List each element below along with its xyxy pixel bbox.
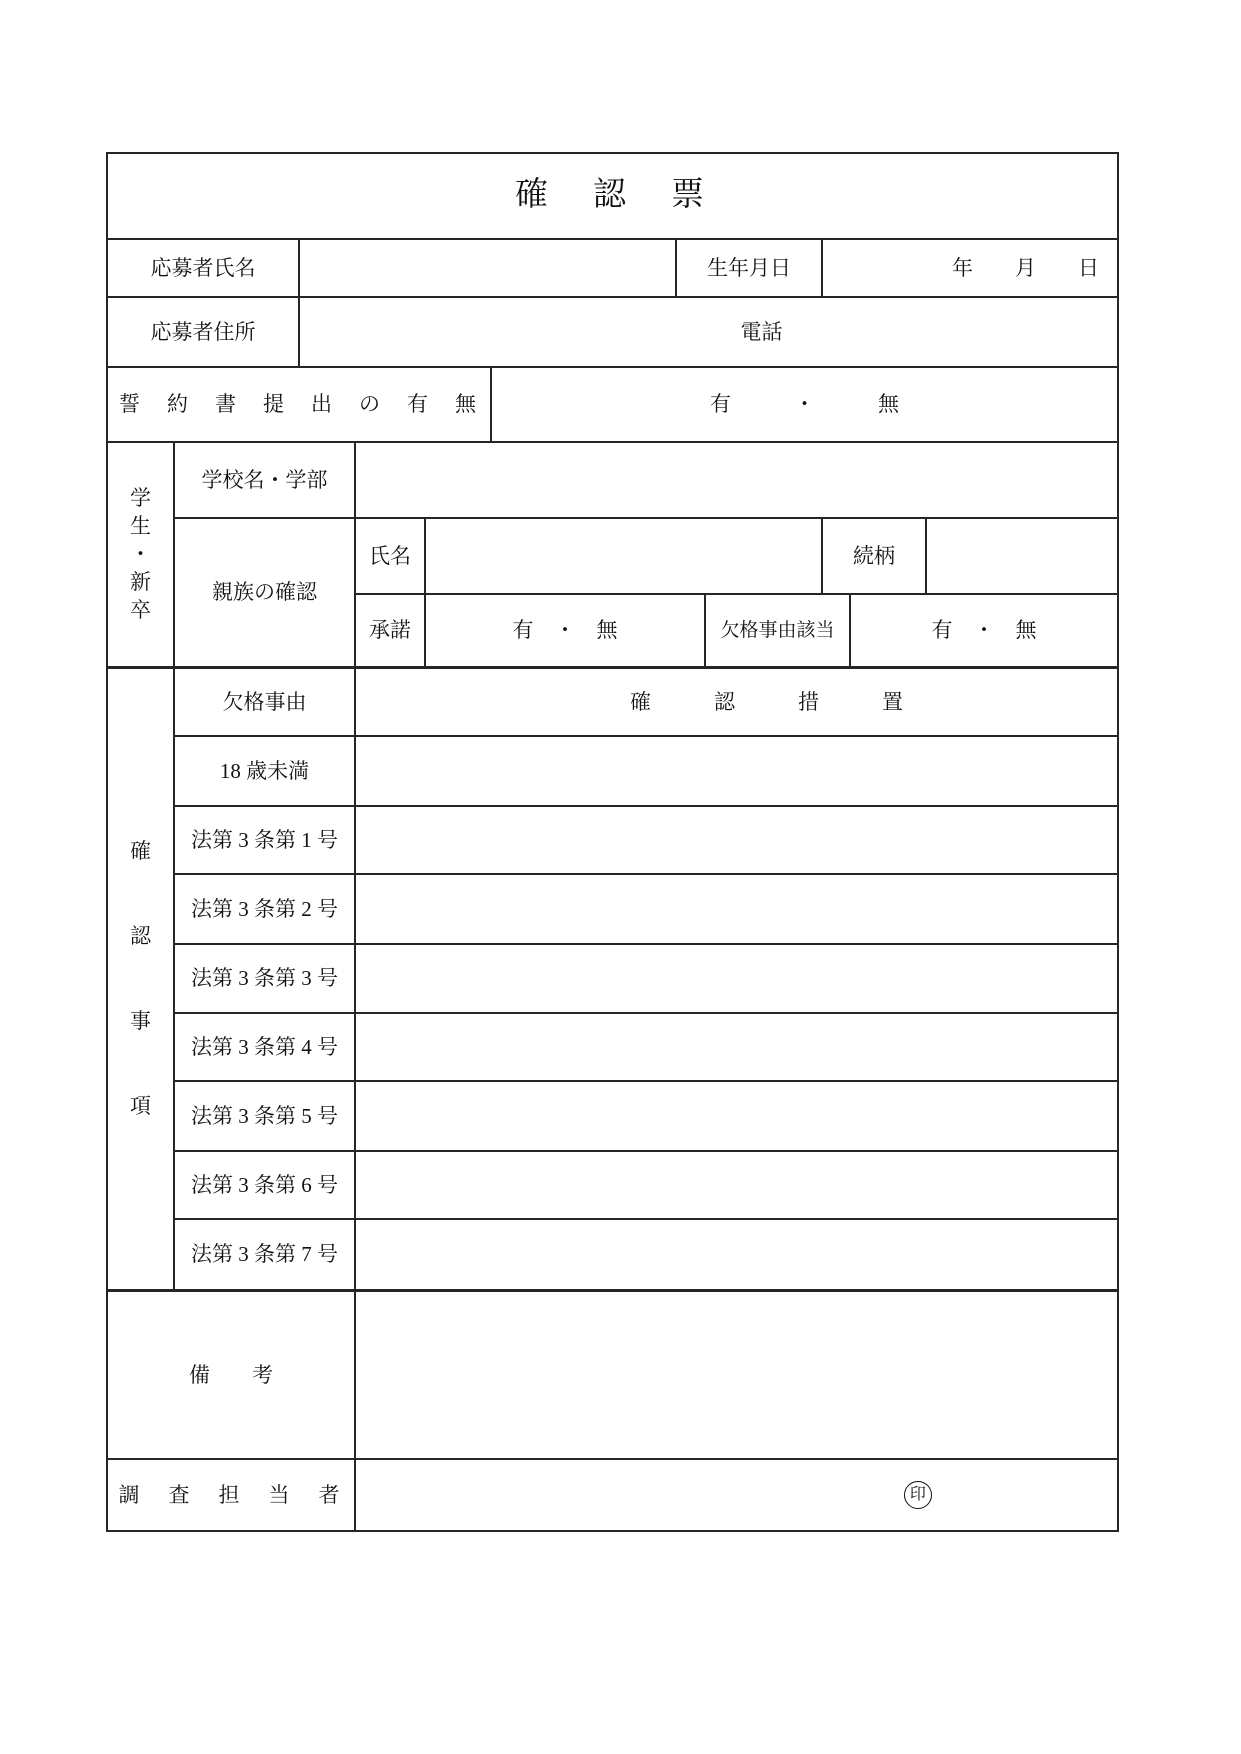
check-item-label: 法第 3 条第 6 号 (175, 1152, 356, 1220)
check-item-value-cell (356, 945, 1117, 1014)
seal-icon (904, 1481, 932, 1509)
confirmation-section-label: 確 認 事 項 (108, 669, 175, 1292)
investigator-field (356, 1460, 1117, 1530)
measures-header: 確 認 措 置 (356, 669, 1117, 737)
check-item-value-cell (356, 1220, 1117, 1292)
confirmation-form-table (106, 152, 1119, 1532)
birth-date-field: 年 月 日 (823, 240, 1117, 298)
check-item-label: 法第 3 条第 2 号 (175, 875, 356, 945)
check-item-value-cell (356, 1014, 1117, 1082)
pledge-value: 有 ・ 無 (492, 368, 1117, 443)
investigator-label: 調 査 担 当 者 (108, 1460, 356, 1530)
check-item-label: 法第 3 条第 4 号 (175, 1014, 356, 1082)
check-item-value-cell (356, 1082, 1117, 1152)
relatives-label: 親族の確認 (175, 519, 356, 669)
check-item-value-cell (356, 1152, 1117, 1220)
check-item-value-cell (356, 875, 1117, 945)
form-title: 確 認 票 (108, 154, 1117, 240)
reason-header: 欠格事由 (175, 669, 356, 737)
student-section-label: 学 生 ・ 新 卒 (108, 443, 175, 669)
school-field (356, 443, 1117, 519)
consent-label: 承諾 (356, 595, 426, 669)
relative-name-field (426, 519, 823, 595)
applicant-address-label: 応募者住所 (108, 298, 300, 368)
applicant-name-label: 応募者氏名 (108, 240, 300, 298)
applicant-name-field (300, 240, 677, 298)
seal-mark: 印 (909, 1486, 926, 1503)
check-item-label: 法第 3 条第 5 号 (175, 1082, 356, 1152)
check-item-value-cell (356, 737, 1117, 807)
phone-label: 電話 (300, 298, 1117, 368)
check-item-label: 法第 3 条第 3 号 (175, 945, 356, 1014)
relationship-field (927, 519, 1117, 595)
check-item-value-cell (356, 807, 1117, 875)
consent-value: 有 ・ 無 (426, 595, 706, 669)
relative-name-label: 氏名 (356, 519, 426, 595)
remarks-field (356, 1292, 1117, 1460)
disqualification-value: 有 ・ 無 (851, 595, 1117, 669)
pledge-label: 誓 約 書 提 出 の 有 無 (108, 368, 492, 443)
school-label: 学校名・学部 (175, 443, 356, 519)
remarks-label: 備 考 (108, 1292, 356, 1460)
check-item-label: 法第 3 条第 7 号 (175, 1220, 356, 1292)
disqualification-label: 欠格事由該当 (706, 595, 851, 669)
birth-date-label: 生年月日 (677, 240, 823, 298)
check-item-label: 18 歳未満 (175, 737, 356, 807)
check-item-label: 法第 3 条第 1 号 (175, 807, 356, 875)
relationship-label: 続柄 (823, 519, 927, 595)
